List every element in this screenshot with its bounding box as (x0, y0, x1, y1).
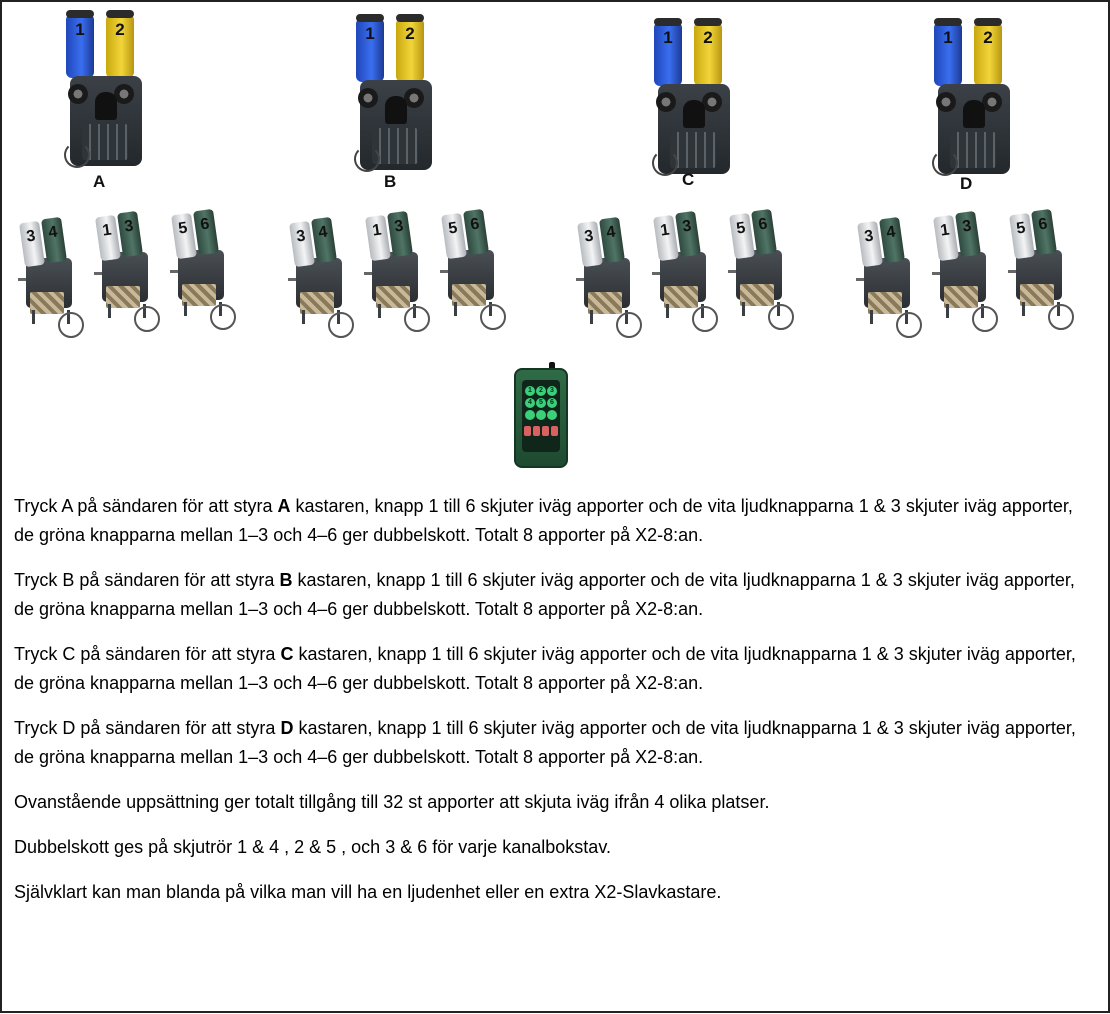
cable-icon (768, 304, 794, 330)
slave-tube-green: 6 (463, 209, 489, 255)
slave-tube-white: 5 (729, 213, 755, 259)
slave-launcher (1008, 214, 1078, 329)
launcher-a (62, 14, 152, 174)
slave-tube-white: 1 (365, 215, 391, 261)
slave-tube-white: 3 (19, 221, 45, 267)
tube-1 (66, 14, 94, 78)
cable-icon (210, 304, 236, 330)
slave-launcher (440, 214, 510, 329)
slave-tube-white: 5 (171, 213, 197, 259)
tube-2 (974, 22, 1002, 86)
paragraph-b: Tryck B på sändaren för att styra B kastaren, knapp 1 till 6 skjuter iväg apporter och de vita ljudknapparna 1 & 3 skjuter iväg apporter, de gröna knapparna mellan 1–3 och 4–6 ger dubbelskott. Totalt 8 apporter på X2-8:an. (14, 570, 1075, 619)
cable-icon (480, 304, 506, 330)
slave-launcher (576, 222, 646, 337)
launcher-b (352, 18, 442, 178)
wheel-icon (358, 88, 378, 108)
key-1: 1 (525, 386, 535, 396)
tube-2 (106, 14, 134, 78)
cable-icon (932, 150, 958, 176)
bell-icon (95, 92, 117, 120)
paragraph-c: Tryck C på sändaren för att styra C kastaren, knapp 1 till 6 skjuter iväg apporter och de vita ljudknapparna 1 & 3 skjuter iväg apporter, de gröna knapparna mellan 1–3 och 4–6 ger dubbelskott. Totalt 8 apporter på X2-8:an. (14, 644, 1076, 693)
wheel-icon (982, 92, 1002, 112)
slave-launcher (364, 216, 434, 331)
summary-double-shot: Dubbelskott ges på skjutrör 1 & 4 , 2 & 5 , och 3 & 6 för varje kanalbokstav. (14, 837, 611, 857)
tube-1 (654, 22, 682, 86)
wheel-icon (936, 92, 956, 112)
channel-key-a (524, 426, 531, 436)
slave-launcher (932, 216, 1002, 331)
slave-tube-green: 3 (675, 211, 701, 257)
bell-icon (683, 100, 705, 128)
cable-icon (692, 306, 718, 332)
wheel-icon (114, 84, 134, 104)
launcher-label-b: B (384, 172, 397, 191)
launcher-label-a: A (93, 172, 106, 191)
wheel-icon (404, 88, 424, 108)
slave-tube-white: 3 (857, 221, 883, 267)
slave-launcher (94, 216, 164, 331)
slave-launcher (18, 222, 88, 337)
slave-tube-white: 5 (1009, 213, 1035, 259)
slave-launcher (652, 216, 722, 331)
tube-number: 2 (703, 28, 713, 47)
launcher-label-c: C (682, 170, 695, 189)
slave-tube-white: 3 (289, 221, 315, 267)
key-extra (525, 410, 535, 420)
launcher-label-d: D (960, 174, 973, 193)
slave-launcher (288, 222, 358, 337)
cable-icon (58, 312, 84, 338)
key-3: 3 (547, 386, 557, 396)
cable-icon (896, 312, 922, 338)
slave-tube-white: 5 (441, 213, 467, 259)
cable-icon (404, 306, 430, 332)
slave-tube-white: 1 (95, 215, 121, 261)
slave-launcher (728, 214, 798, 329)
slave-tube-green: 3 (387, 211, 413, 257)
transmitter-keypad (522, 380, 560, 452)
slave-tube-green: 4 (599, 217, 625, 263)
cable-icon (652, 150, 678, 176)
paragraph-d: Tryck D på sändaren för att styra D kastaren, knapp 1 till 6 skjuter iväg apporter och de vita ljudknapparna 1 & 3 skjuter iväg apporter, de gröna knapparna mellan 1–3 och 4–6 ger dubbelskott. Totalt 8 apporter på X2-8:an. (14, 718, 1076, 767)
instructions-text (14, 492, 1094, 923)
channel-key-d (551, 426, 558, 436)
slave-tube-green: 3 (117, 211, 143, 257)
key-extra (536, 410, 546, 420)
key-extra (547, 410, 557, 420)
wheel-icon (68, 84, 88, 104)
tube-number: 1 (943, 28, 953, 47)
slave-tube-green: 6 (193, 209, 219, 255)
tube-number: 1 (365, 24, 375, 43)
tube-1 (356, 18, 384, 82)
launcher-d (930, 22, 1020, 182)
paragraph-a: Tryck A på sändaren för att styra A kastaren, knapp 1 till 6 skjuter iväg apporter och de vita ljudknapparna 1 & 3 skjuter iväg apporter, de gröna knapparna mellan 1–3 och 4–6 ger dubbelskott. Totalt 8 apporter på X2-8:an. (14, 496, 1073, 545)
channel-key-c (542, 426, 549, 436)
slave-tube-green: 3 (955, 211, 981, 257)
slave-launcher (856, 222, 926, 337)
tube-number: 2 (983, 28, 993, 47)
transmitter-remote (514, 368, 568, 468)
cable-icon (616, 312, 642, 338)
cable-icon (972, 306, 998, 332)
tube-number: 1 (75, 20, 85, 39)
tube-2 (694, 22, 722, 86)
wheel-icon (656, 92, 676, 112)
slave-tube-white: 1 (933, 215, 959, 261)
cable-icon (134, 306, 160, 332)
summary-total: Ovanstående uppsättning ger totalt tillgång till 32 st apporter att skjuta iväg ifrån 4 olika platser. (14, 792, 770, 812)
bell-icon (963, 100, 985, 128)
cable-icon (64, 142, 90, 168)
slave-tube-green: 4 (41, 217, 67, 263)
key-6: 6 (547, 398, 557, 408)
cable-icon (354, 146, 380, 172)
key-4: 4 (525, 398, 535, 408)
key-2: 2 (536, 386, 546, 396)
slave-tube-green: 4 (879, 217, 905, 263)
tube-1 (934, 22, 962, 86)
slave-tube-green: 6 (751, 209, 777, 255)
summary-mix: Självklart kan man blanda på vilka man vill ha en ljudenhet eller en extra X2-Slavkastare. (14, 882, 722, 902)
launcher-c (650, 22, 740, 182)
slave-tube-white: 3 (577, 221, 603, 267)
slave-tube-green: 6 (1031, 209, 1057, 255)
tube-number: 2 (405, 24, 415, 43)
channel-key-b (533, 426, 540, 436)
cable-icon (1048, 304, 1074, 330)
bell-icon (385, 96, 407, 124)
slave-tube-green: 4 (311, 217, 337, 263)
tube-number: 1 (663, 28, 673, 47)
key-5: 5 (536, 398, 546, 408)
slave-launcher (170, 214, 240, 329)
slave-tube-white: 1 (653, 215, 679, 261)
tube-number: 2 (115, 20, 125, 39)
cable-icon (328, 312, 354, 338)
wheel-icon (702, 92, 722, 112)
tube-2 (396, 18, 424, 82)
